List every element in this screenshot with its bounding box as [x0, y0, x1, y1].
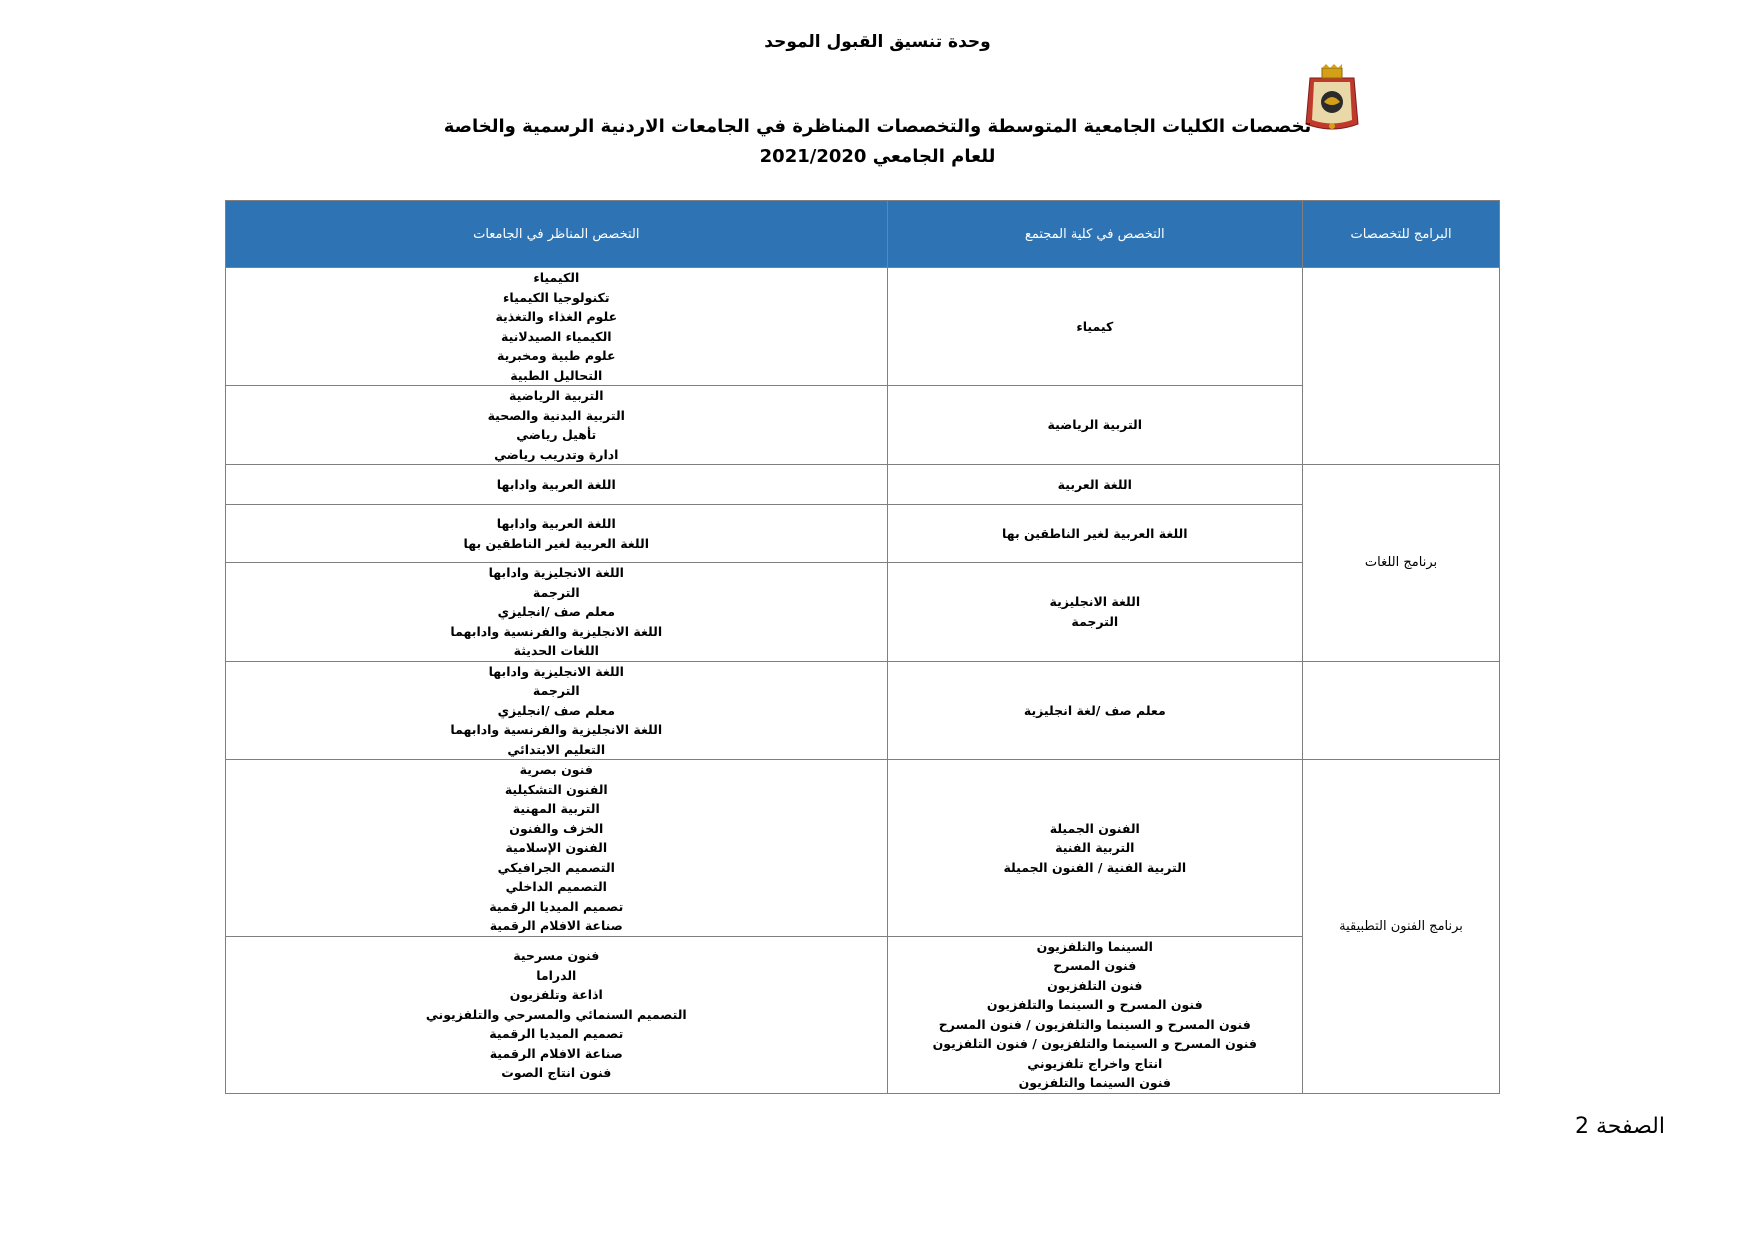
- document-title: [300, 112, 1455, 172]
- university-major-item: اللغة الانجليزية وادابها: [488, 565, 624, 580]
- college-major-item: كيمياء: [1076, 318, 1114, 334]
- university-major-item: فنون انتاج الصوت: [501, 1065, 612, 1081]
- college-major-item: انتاج واخراج تلفزيوني: [1027, 1055, 1163, 1071]
- title-line-2: للعام الجامعي 2021/2020: [759, 146, 996, 167]
- program-cell: [1303, 661, 1500, 760]
- university-major-item: الكيمياء: [533, 270, 580, 285]
- university-major-item: اللغة الانجليزية والفرنسية وادابهما: [450, 722, 663, 737]
- unit-title: وحدة تنسيق القبول الموحد: [764, 32, 991, 52]
- program-cell: برنامج الفنون التطبيقية: [1303, 760, 1500, 1094]
- college-major-item: السينما والتلفزيون: [1036, 938, 1153, 954]
- college-major-cell: [887, 505, 1302, 563]
- university-major-cell: [226, 563, 888, 662]
- college-major-item: فنون المسرح و السينما والتلفزيون / فنون التلفزيون: [932, 1036, 1257, 1051]
- university-major-item: تصميم الميديا الرقمية: [489, 898, 624, 914]
- college-major-item: فنون التلفزيون: [1047, 977, 1143, 993]
- college-major-item: التربية الفنية / الفنون الجميلة: [1003, 859, 1187, 875]
- university-major-item: الفنون التشكيلية: [504, 781, 608, 797]
- university-major-item: اللغة العربية لغير الناطقين بها: [463, 535, 650, 551]
- program-cell: برنامج اللغات: [1303, 465, 1500, 662]
- table-body: [226, 268, 1500, 1094]
- college-major-item: التربية الفنية: [1055, 840, 1135, 855]
- college-major-cell: [887, 268, 1302, 386]
- university-major-cell: [226, 268, 888, 386]
- college-major-item: الترجمة: [1071, 613, 1119, 629]
- university-major-item: صناعة الافلام الرقمية: [489, 1045, 623, 1061]
- college-major-item: اللغة العربية: [1057, 476, 1132, 492]
- header-college-major: التخصص في كلية المجتمع: [887, 201, 1302, 268]
- college-major-item: فنون السينما والتلفزيون: [1018, 1075, 1171, 1090]
- college-major-item: اللغة الانجليزية: [1049, 594, 1141, 610]
- university-major-item: اذاعة وتلفزيون: [509, 987, 603, 1003]
- table-row: [226, 268, 1500, 386]
- university-major-item: الفنون الإسلامية: [505, 840, 608, 855]
- university-major-item: التصميم السنمائي والمسرحي والتلفزيوني: [425, 1006, 687, 1022]
- university-major-item: معلم صف /انجليزي: [497, 604, 615, 619]
- university-major-item: التحاليل الطبية: [510, 367, 603, 383]
- header-university-major: التخصص المناظر في الجامعات: [226, 201, 888, 268]
- university-major-item: الكيمياء الصيدلانية: [500, 328, 612, 344]
- university-major-item: علوم طبية ومخبرية: [496, 348, 616, 363]
- page-number: الصفحة 2: [1574, 1114, 1665, 1139]
- majors-table: [225, 200, 1500, 1094]
- college-major-cell: [887, 760, 1302, 937]
- university-major-item: تكنولوجيا الكيمياء: [503, 289, 610, 305]
- university-major-item: فنون بصرية: [519, 762, 593, 777]
- university-major-item: التربية الرياضية: [509, 388, 604, 403]
- college-major-cell: [887, 661, 1302, 760]
- college-major-item: التربية الرياضية: [1047, 417, 1143, 433]
- university-major-item: التصميم الجرافيكي: [497, 859, 615, 875]
- university-major-item: تأهيل رياضي: [516, 427, 597, 442]
- university-major-item: اللغة العربية وادابها: [496, 476, 616, 492]
- university-major-item: الترجمة: [532, 584, 580, 600]
- college-major-item: فنون المسرح و السينما والتلفزيون: [986, 997, 1203, 1012]
- university-major-cell: [226, 936, 888, 1093]
- university-major-item: الترجمة: [532, 683, 580, 698]
- table-row: [226, 760, 1500, 937]
- college-major-cell: [887, 563, 1302, 662]
- university-major-cell: [226, 505, 888, 563]
- university-major-cell: [226, 465, 888, 505]
- university-major-item: ادارة وتدريب رياضي: [494, 446, 619, 462]
- college-major-item: فنون المسرح: [1053, 958, 1137, 973]
- university-major-item: معلم صف /انجليزي: [497, 702, 615, 718]
- university-major-item: اللغة العربية وادابها: [496, 516, 616, 531]
- university-major-item: اللغة الانجليزية والفرنسية وادابهما: [450, 623, 663, 639]
- title-line-1: تخصصات الكليات الجامعية المتوسطة والتخصصات المناظرة في الجامعات الاردنية الرسمية والخاصة: [443, 116, 1312, 137]
- college-major-item: فنون المسرح و السينما والتلفزيون / فنون المسرح: [938, 1016, 1251, 1032]
- university-major-item: الدراما: [536, 967, 577, 983]
- university-major-item: اللغة الانجليزية وادابها: [488, 663, 624, 679]
- university-major-cell: [226, 386, 888, 465]
- college-major-cell: [887, 386, 1302, 465]
- university-major-item: التعليم الابتدائي: [507, 741, 606, 757]
- college-major-item: اللغة العربية لغير الناطقين بها: [1002, 525, 1188, 541]
- university-major-item: الخزف والفنون: [509, 820, 604, 836]
- university-major-cell: [226, 760, 888, 937]
- table-header-row: [226, 201, 1500, 268]
- university-major-item: صناعة الافلام الرقمية: [489, 918, 623, 933]
- university-major-item: تصميم الميديا الرقمية: [489, 1026, 624, 1042]
- header-programs: البرامج للتخصصات: [1303, 201, 1500, 268]
- table-row: [226, 661, 1500, 760]
- university-major-item: التربية المهنية: [512, 801, 600, 816]
- university-major-item: اللغات الحديثة: [513, 643, 599, 658]
- college-major-cell: [887, 936, 1302, 1093]
- table-row: [226, 465, 1500, 505]
- college-major-cell: [887, 465, 1302, 505]
- college-major-item: معلم صف /لغة انجليزية: [1023, 702, 1166, 718]
- university-major-item: التصميم الداخلي: [505, 879, 607, 894]
- college-major-item: الفنون الجميلة: [1049, 820, 1140, 836]
- university-major-item: فنون مسرحية: [513, 948, 600, 964]
- program-cell: [1303, 268, 1500, 465]
- university-major-item: علوم الغذاء والتغذية: [495, 309, 618, 324]
- university-major-item: التربية البدنية والصحية: [487, 407, 625, 423]
- university-major-cell: [226, 661, 888, 760]
